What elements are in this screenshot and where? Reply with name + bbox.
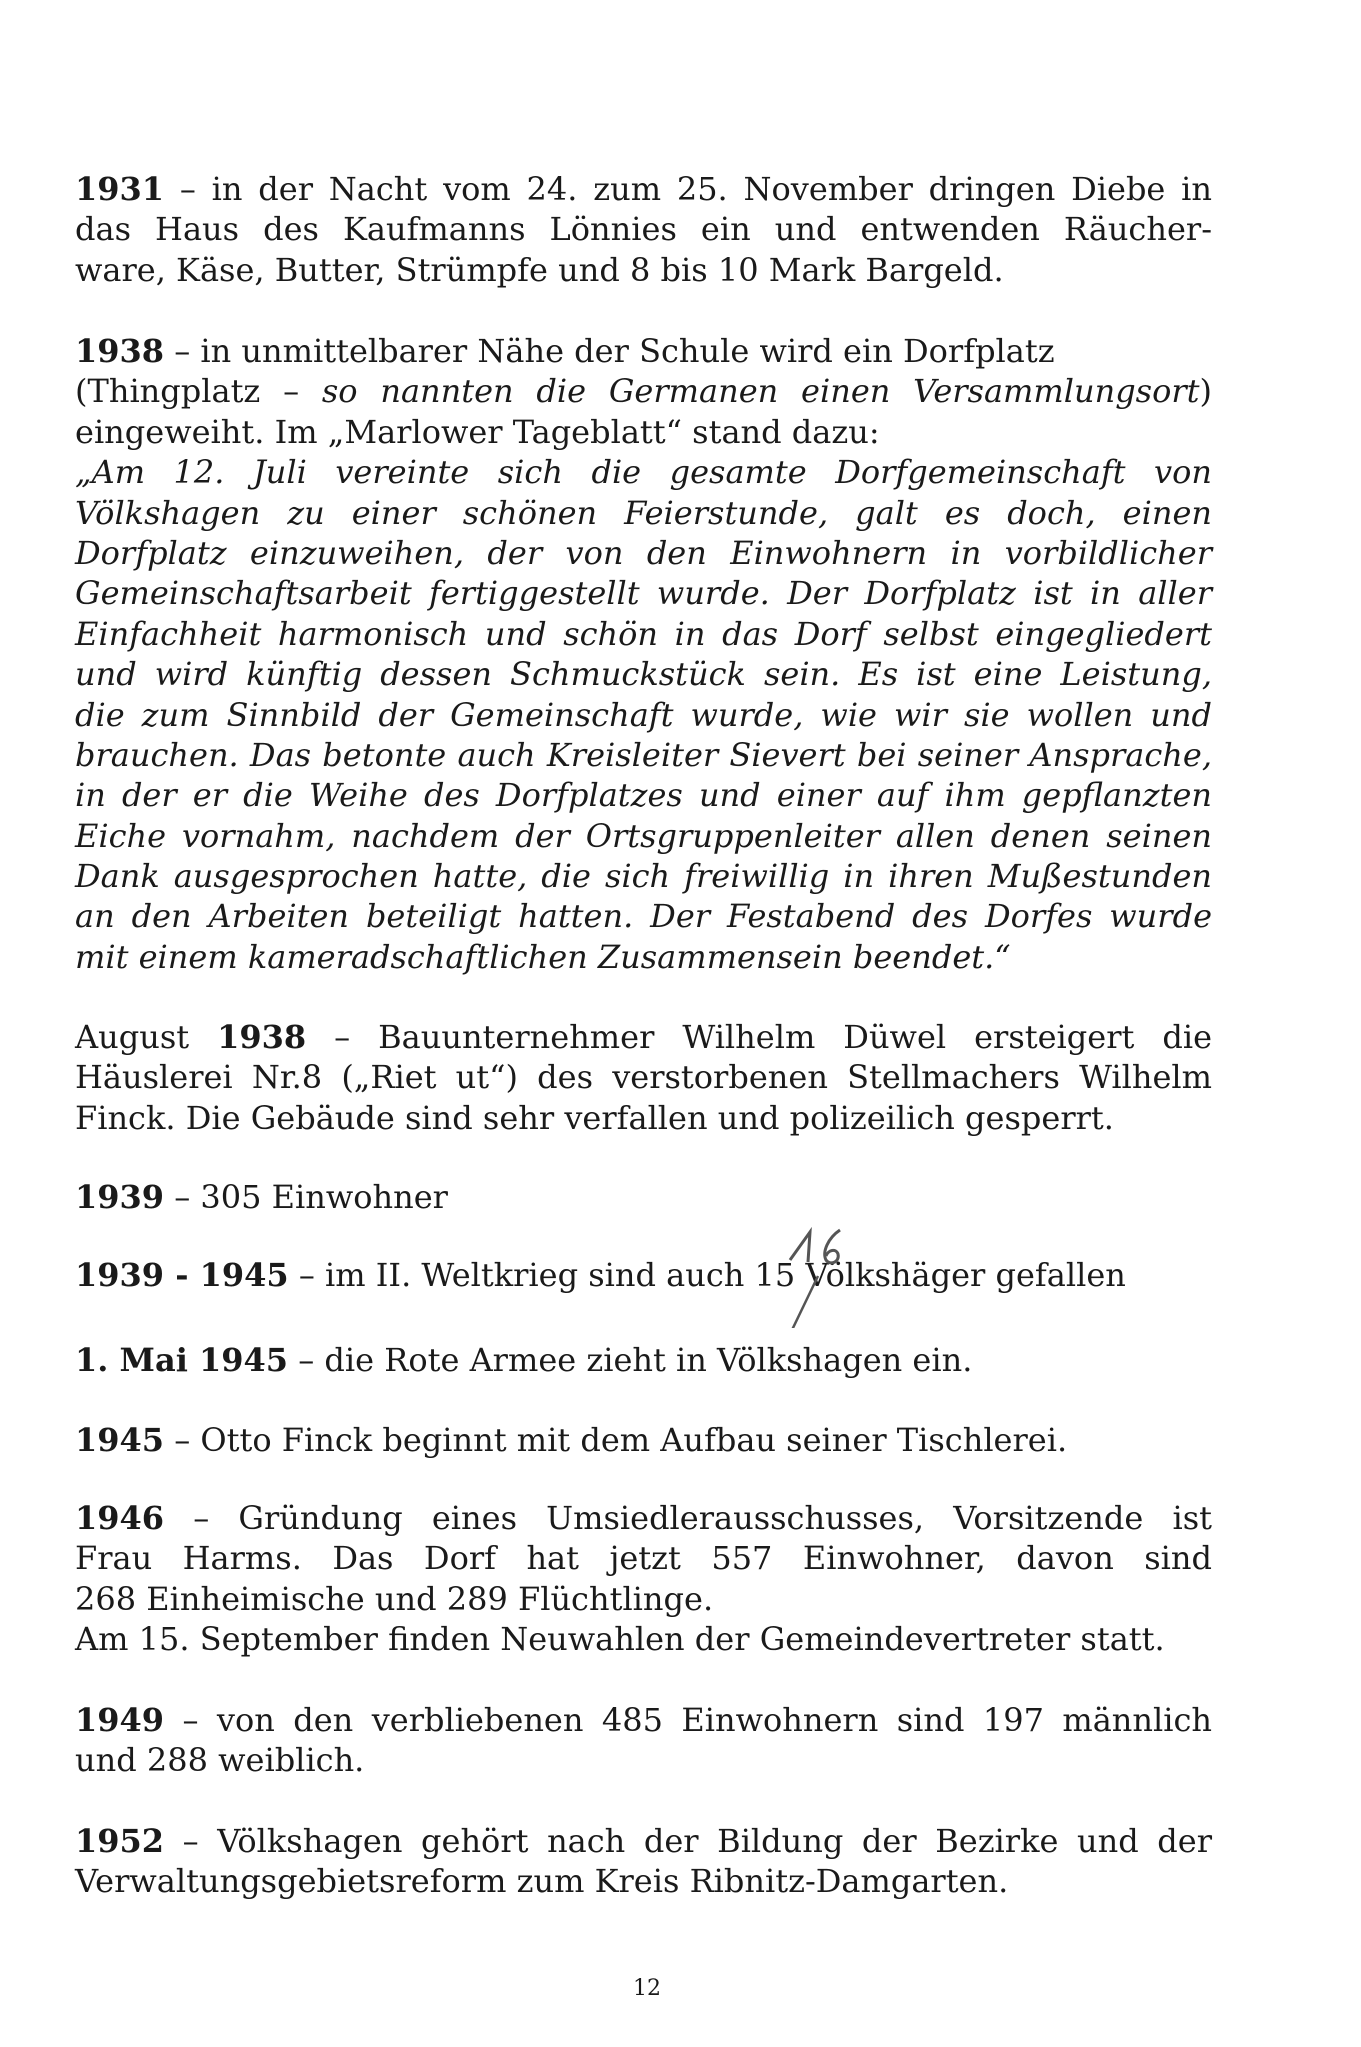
handwritten-correction [770,1218,880,1332]
text-line [75,1538,1212,1578]
text-line [75,169,1212,209]
text-segment: – in unmittelbarer Nähe der Schule wird ein Dorfplatz [164,332,1055,370]
text-line [75,1420,1212,1460]
entry-1938 [75,331,1212,977]
text-segment: Dorfplatz einzuweihen, der von den Einwohnern in vorbildlicher [75,533,1212,572]
text-line [75,695,1212,735]
text-segment: die zum Sinnbild der Gemeinschaft wurde, wie wir sie wollen und [75,695,1212,734]
text-segment: August [75,1018,218,1056]
text-segment: Verwaltungsgebietsreform zum Kreis Ribnitz-Damgarten. [75,1862,1009,1901]
date-label: 1939 [75,1178,165,1216]
text-segment: so nannten die Germanen einen Versammlungsort [321,372,1200,411]
text-segment: – Gründung eines Umsiedlerausschusses, Vorsitzende ist [164,1499,1212,1537]
text-line [75,1579,1212,1619]
text-segment: Am 15. September finden Neuwahlen der Gemeindevertreter statt. [75,1620,1165,1659]
text-line [75,452,1212,492]
text-segment: an den Arbeiten beteiligt hatten. Der Festabend des Dorfes wurde [75,897,1212,936]
text-segment: in der er die Weihe des Dorfplatzes und einer auf ihm gepflanzten [75,776,1212,815]
text-line [75,654,1212,694]
entry-1949 [75,1700,1212,1781]
text-line [75,250,1212,290]
text-segment: (Thingplatz – [75,372,322,411]
text-segment: – die Rote Armee zieht in Völkshagen ein. [288,1341,973,1379]
text-segment: – Otto Finck beginnt mit dem Aufbau seiner Tischlerei. [164,1421,1068,1459]
date-label: 1952 [75,1822,165,1860]
date-label: 1949 [75,1701,165,1739]
date-label: 1. Mai 1945 [75,1341,289,1379]
text-line [75,573,1212,613]
entry-august-1938 [75,1017,1212,1138]
text-segment: – im II. Weltkrieg sind auch 15 Völkshäger gefallen [288,1256,1126,1294]
text-segment: Eiche vornahm, nachdem der Ortsgruppenleiter allen denen seinen [75,816,1212,855]
entry-1939 [75,1177,1212,1217]
text-line [75,1255,1212,1295]
text-line [75,1740,1212,1780]
text-segment: eingeweiht. Im „Marlower Tageblatt“ stand dazu: [75,412,880,451]
text-segment: Frau Harms. Das Dorf hat jetzt 557 Einwohner, davon sind [75,1539,1212,1578]
text-line [75,816,1212,856]
text-line [75,493,1212,533]
date-label: 1945 [75,1421,165,1459]
entry-1931 [75,169,1212,290]
text-segment: – Bauunternehmer Wilhelm Düwel ersteigert die [306,1018,1213,1056]
text-line [75,1098,1212,1138]
text-segment: ) [1199,372,1213,411]
text-segment: und wird künftig dessen Schmuckstück sein. Es ist eine Leistung, [75,655,1212,694]
text-line [75,1017,1212,1057]
page-number: 12 [633,1976,661,2001]
text-segment: brauchen. Das betonte auch Kreisleiter Sievert bei seiner Ansprache, [75,735,1212,774]
text-line [75,1821,1212,1861]
text-line [75,735,1212,775]
text-line [75,1861,1212,1901]
entry-1952 [75,1821,1212,1902]
date-label: 1938 [217,1018,307,1056]
text-segment: 268 Einheimische und 289 Flüchtlinge. [75,1579,714,1618]
text-segment: „Am 12. Juli vereinte sich die gesamte Dorfgemeinschaft von [75,453,1212,492]
date-label: 1946 [75,1499,165,1537]
entry-1945 [75,1420,1212,1460]
text-line [75,1700,1212,1740]
text-segment: Häuslerei Nr.8 („Riet ut“) des verstorbenen Stellmachers Wilhelm [75,1058,1212,1097]
text-line [75,896,1212,936]
text-segment: – von den verbliebenen 485 Einwohnern sind 197 männlich [164,1701,1212,1739]
text-line [75,331,1212,371]
text-line [75,371,1212,411]
text-line [75,1177,1212,1217]
entry-mai-1945 [75,1340,1212,1380]
text-segment: und 288 weiblich. [75,1741,365,1780]
date-label: 1938 [75,332,165,370]
text-segment: Finck. Die Gebäude sind sehr verfallen und polizeilich gesperrt. [75,1098,1114,1137]
text-line [75,1498,1212,1538]
text-segment: das Haus des Kaufmanns Lönnies ein und entwenden Räucher- [75,210,1212,249]
text-segment: Dank ausgesprochen hatte, die sich freiwillig in ihren Mußestunden [75,857,1212,896]
text-line [75,937,1212,977]
date-label: 1931 [75,170,165,208]
text-segment: mit einem kameradschaftlichen Zusammensein beendet.“ [75,937,1011,976]
text-line [75,1619,1212,1659]
text-line [75,209,1212,249]
text-line [75,775,1212,815]
text-segment: Gemeinschaftsarbeit fertiggestellt wurde. Der Dorfplatz ist in aller [75,574,1212,613]
text-segment: Völkshagen zu einer schönen Feierstunde, galt es doch, einen [75,493,1212,532]
text-segment: Einfachheit harmonisch und schön in das Dorf selbst eingegliedert [75,614,1212,653]
text-segment: – Völkshagen gehört nach der Bildung der Bezirke und der [164,1822,1212,1860]
entry-1939-1945 [75,1255,1212,1295]
text-line [75,412,1212,452]
entry-1946 [75,1498,1212,1660]
text-segment: – 305 Einwohner [164,1178,448,1216]
text-line [75,856,1212,896]
text-line [75,533,1212,573]
date-label: 1939 - 1945 [75,1256,289,1294]
text-line [75,1057,1212,1097]
text-line [75,1340,1212,1380]
text-segment: – in der Nacht vom 24. zum 25. November dringen Diebe in [164,170,1212,208]
text-segment: ware, Käse, Butter, Strümpfe und 8 bis 10 Mark Bargeld. [75,250,1004,289]
text-line [75,614,1212,654]
